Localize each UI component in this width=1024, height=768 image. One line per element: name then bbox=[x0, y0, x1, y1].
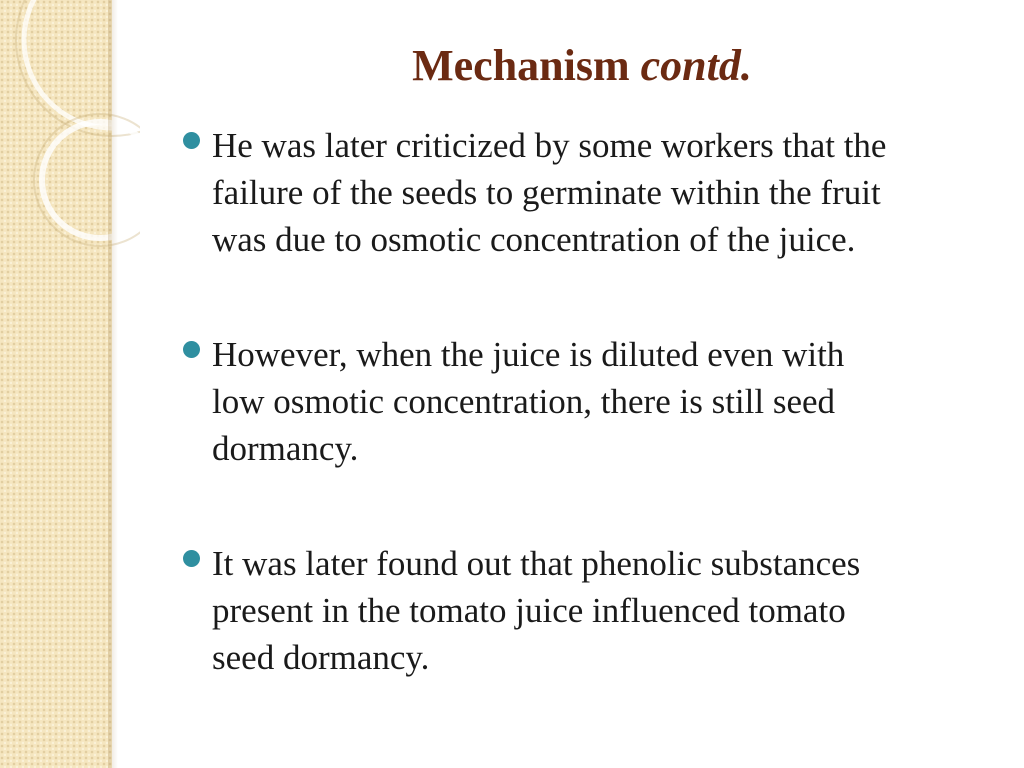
bullet-line: dormancy. bbox=[212, 429, 359, 468]
slide-title-main: Mechanism bbox=[412, 41, 630, 90]
slide-title-italic: contd. bbox=[640, 41, 752, 90]
bullet-line: low osmotic concentration, there is still seed bbox=[212, 382, 836, 421]
bullet-list bbox=[180, 122, 1000, 749]
bullet-line: was due to osmotic concentration of the juice. bbox=[212, 220, 856, 259]
decorative-side-panel bbox=[0, 0, 112, 768]
bullet-line: seed dormancy. bbox=[212, 638, 430, 677]
bullet-line: failure of the seeds to germinate within the fruit bbox=[212, 173, 881, 212]
bullet-line: present in the tomato juice influenced tomato bbox=[212, 591, 846, 630]
bullet-dot-icon bbox=[183, 341, 200, 358]
bullet-dot-icon bbox=[183, 550, 200, 567]
side-panel-edge bbox=[108, 0, 118, 768]
bullet-line: It was later found out that phenolic substances bbox=[212, 544, 861, 583]
decorative-circles bbox=[0, 0, 140, 768]
bullet-item bbox=[180, 540, 1000, 681]
bullet-item bbox=[180, 122, 1000, 263]
bullet-dot-icon bbox=[183, 132, 200, 149]
bullet-line: He was later criticized by some workers that the bbox=[212, 126, 887, 165]
bullet-item bbox=[180, 331, 1000, 472]
slide-title bbox=[140, 40, 1024, 93]
bullet-line: However, when the juice is diluted even with bbox=[212, 335, 845, 374]
